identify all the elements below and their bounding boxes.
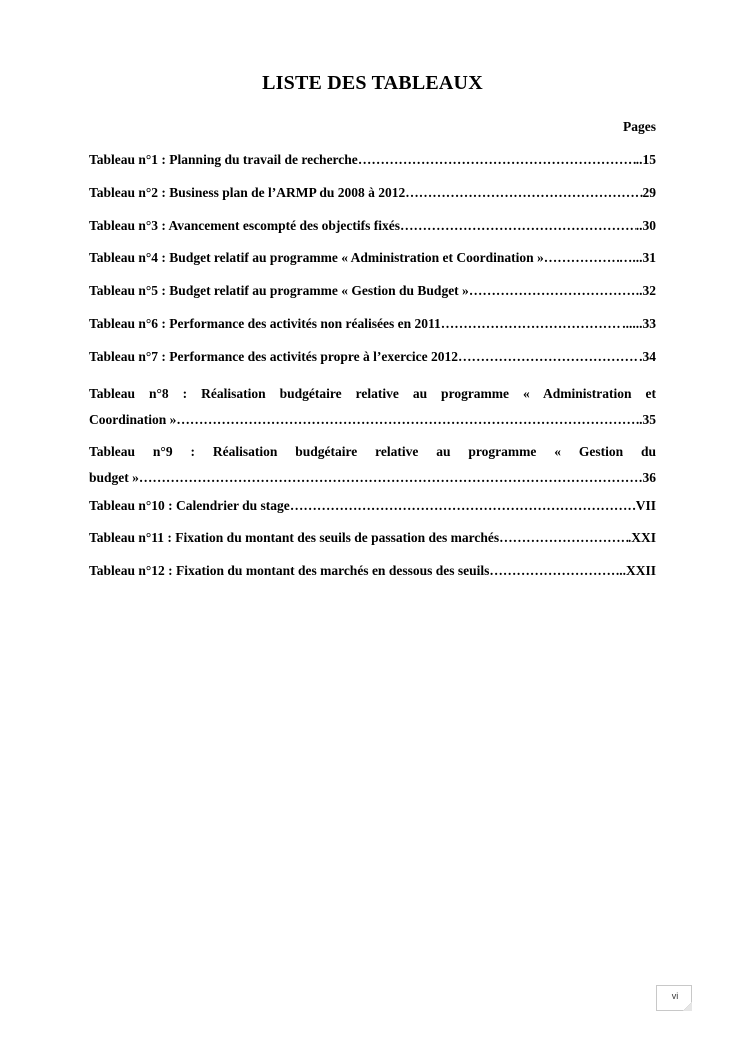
- toc-leader-dots: [441, 315, 623, 333]
- toc-leader-dots: [405, 184, 642, 202]
- toc-leader-dots: [458, 348, 639, 366]
- toc-entry-page: .35: [639, 411, 656, 427]
- toc-entry-page: ..15: [635, 152, 656, 167]
- toc-entry-page: ......33: [622, 315, 656, 331]
- toc-leader-dots: [358, 151, 636, 169]
- toc-entry[interactable]: [89, 151, 656, 169]
- toc-entry-text-line2: Coordination »: [89, 411, 177, 427]
- toc-entry[interactable]: [89, 529, 656, 547]
- table-of-contents: [89, 151, 656, 595]
- toc-entry-page: 36: [642, 469, 656, 485]
- toc-entry[interactable]: [89, 217, 656, 235]
- pages-column-label: Pages: [623, 119, 656, 134]
- toc-entry[interactable]: [89, 184, 656, 202]
- toc-entry-text-line2: budget »: [89, 469, 139, 485]
- toc-entry-line2: [89, 465, 656, 491]
- toc-entry-page: …...31: [618, 250, 656, 266]
- toc-entry-text: Tableau n°12 : Fixation du montant des marchés en dessous des seuils: [89, 563, 490, 579]
- toc-entry-text: Tableau n°7 : Performance des activités propre à l’exercice 2012: [89, 348, 458, 364]
- toc-entry-text: Tableau n°11 : Fixation du montant des seuils de passation des marchés: [89, 530, 500, 546]
- toc-entry-page: .34: [639, 348, 656, 364]
- toc-entry-page: ...XXII: [615, 563, 656, 579]
- toc-leader-dots: [469, 282, 636, 300]
- toc-entry-text-line1: Tableau n°8 : Réalisation budgétaire relative au programme « Administration et: [89, 385, 656, 401]
- toc-leader-dots: [400, 217, 636, 235]
- page-curl-corner: [683, 1002, 692, 1011]
- page-number-box: [656, 985, 692, 1011]
- toc-entry-page: ..30: [635, 217, 656, 233]
- toc-entry-text: Tableau n°6 : Performance des activités non réalisées en 2011: [89, 315, 441, 331]
- toc-entry-text: Tableau n°3 : Avancement escompté des objectifs fixés: [89, 217, 400, 233]
- toc-leader-dots: [290, 497, 633, 515]
- toc-entry-page: .XXI: [627, 530, 656, 546]
- toc-leader-dots: [139, 465, 643, 491]
- toc-entry[interactable]: [89, 315, 656, 333]
- toc-entry-text: Tableau n°1 : Planning du travail de recherche: [89, 152, 358, 167]
- toc-entry-page: .VII: [632, 497, 656, 513]
- toc-entry[interactable]: [89, 381, 656, 433]
- toc-entry[interactable]: [89, 348, 656, 366]
- toc-entry-page: ..32: [635, 283, 656, 299]
- toc-entry-text: Tableau n°5 : Budget relatif au programme « Gestion du Budget »: [89, 283, 469, 299]
- toc-leader-dots: [544, 249, 619, 267]
- toc-entry[interactable]: [89, 439, 656, 491]
- toc-entry[interactable]: [89, 497, 656, 515]
- toc-entry-text: Tableau n°4 : Budget relatif au programme « Administration et Coordination »: [89, 250, 544, 266]
- toc-entry-page: 29: [642, 184, 656, 200]
- toc-leader-dots: [176, 407, 639, 433]
- toc-entry[interactable]: [89, 562, 656, 580]
- page-title: LISTE DES TABLEAUX: [262, 72, 483, 94]
- page-number: vi: [671, 991, 679, 1001]
- toc-entry[interactable]: [89, 249, 656, 267]
- toc-entry[interactable]: [89, 282, 656, 300]
- toc-leader-dots: [489, 562, 616, 580]
- toc-entry-text-line1: Tableau n°9 : Réalisation budgétaire relative au programme « Gestion du: [89, 443, 656, 459]
- toc-entry-text: Tableau n°10 : Calendrier du stage: [89, 497, 290, 513]
- toc-entry-line2: [89, 407, 656, 433]
- toc-entry-text: Tableau n°2 : Business plan de l’ARMP du 2008 à 2012: [89, 184, 406, 200]
- toc-leader-dots: [499, 529, 628, 547]
